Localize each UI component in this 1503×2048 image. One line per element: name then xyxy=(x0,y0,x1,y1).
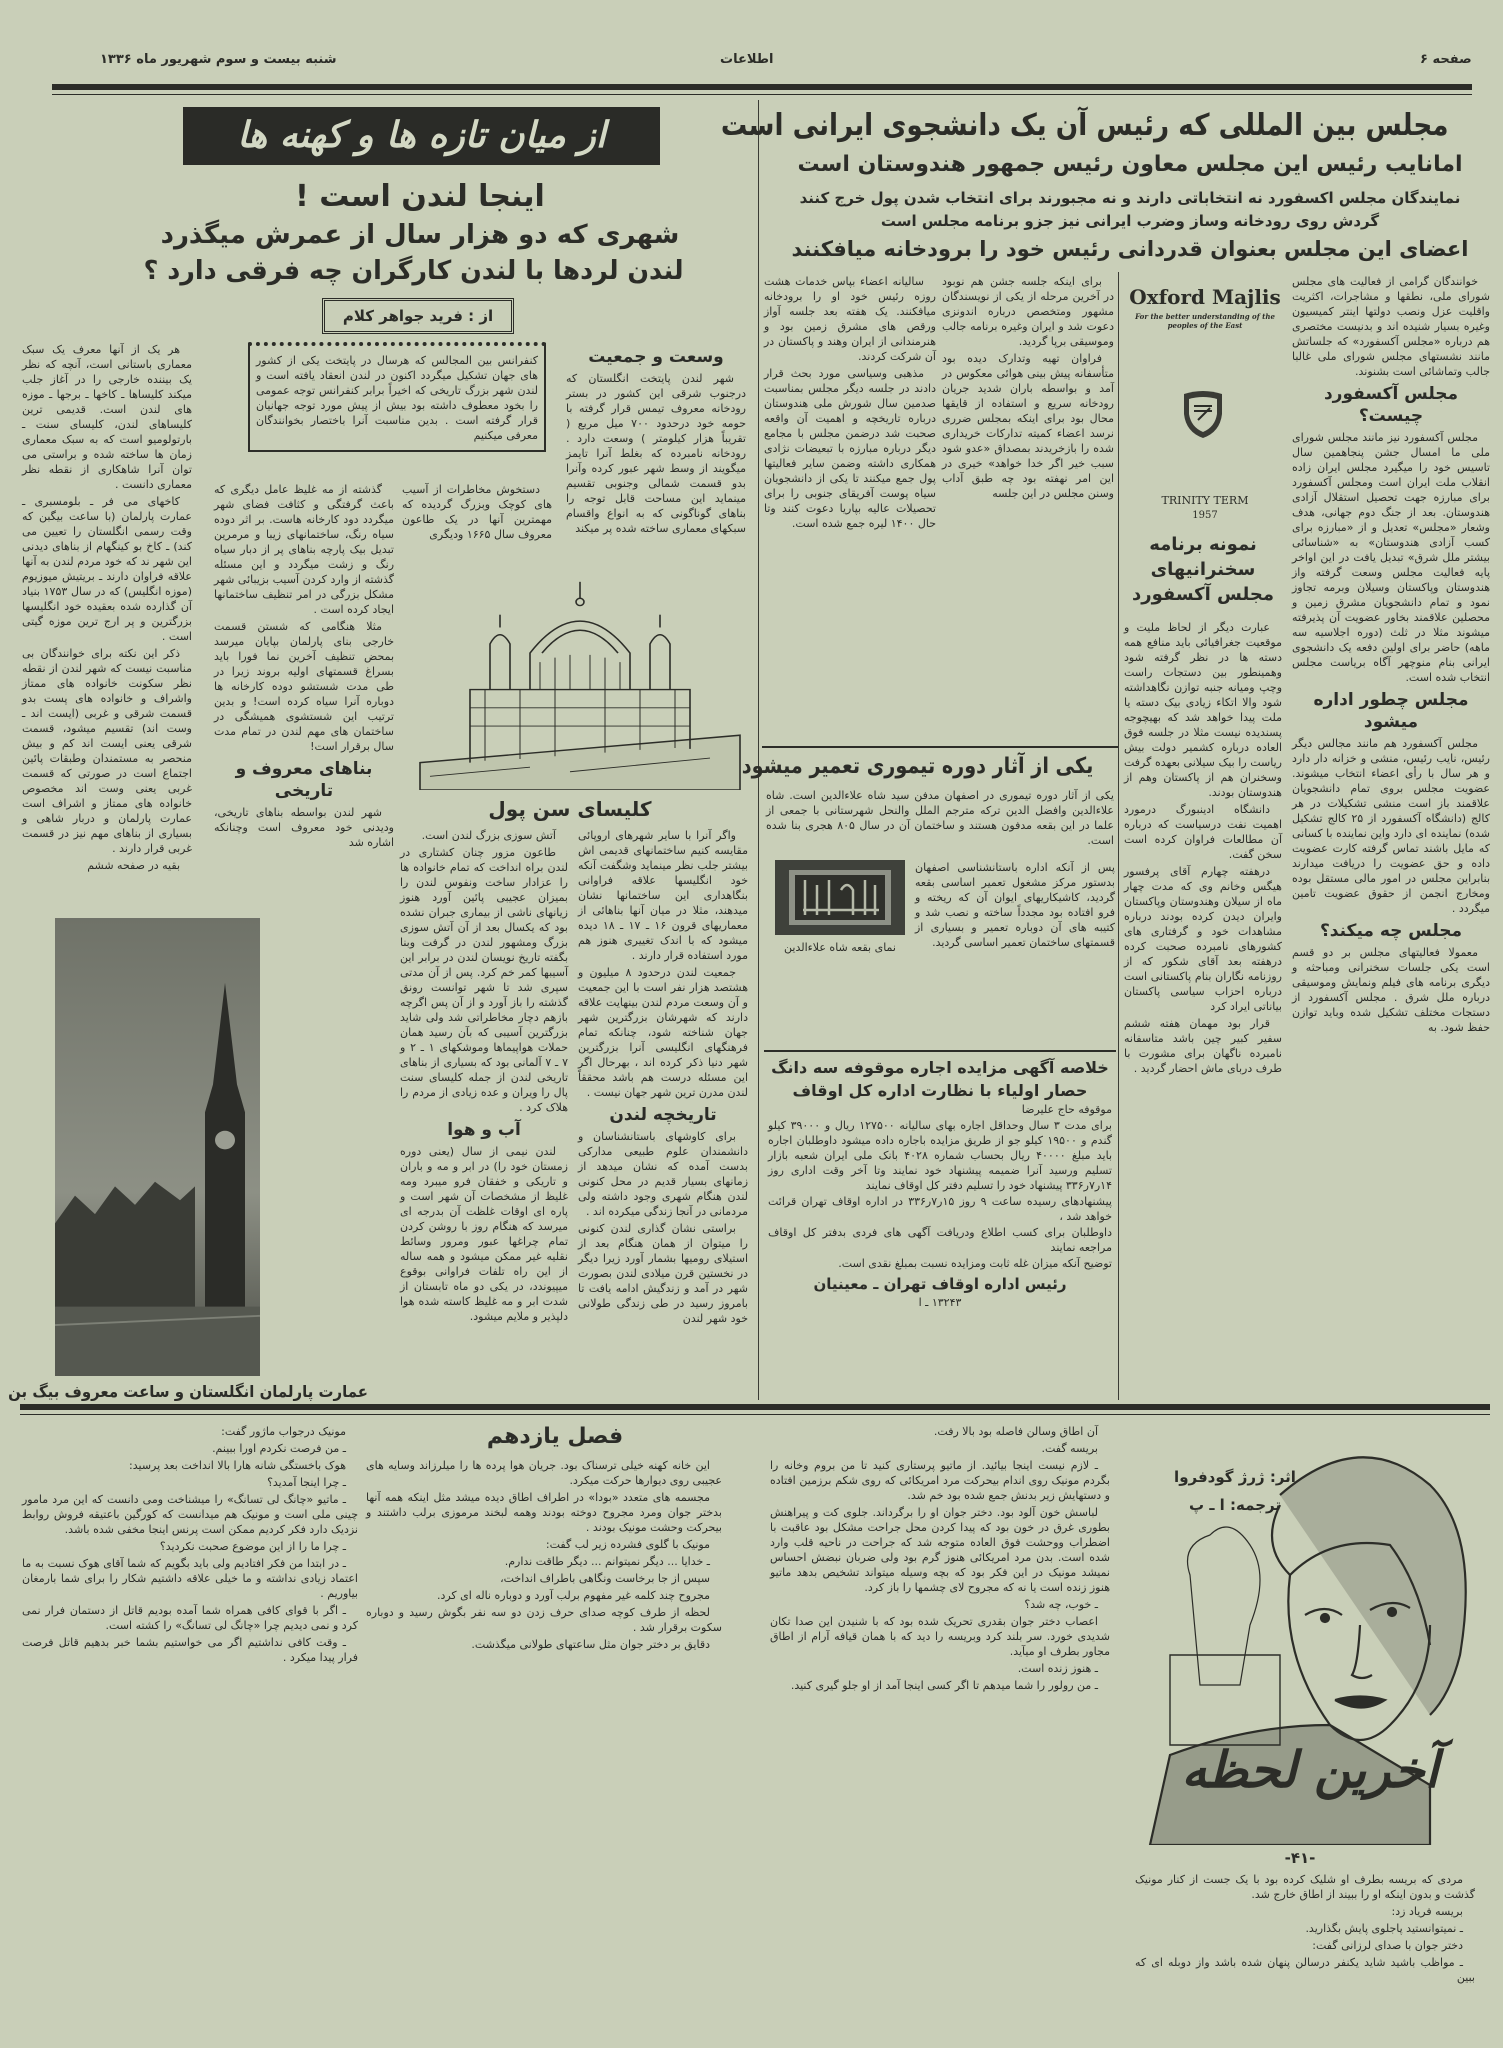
london-subtitle-2: لندن لردها با لندن کارگران چه فرقی دارد ؟ xyxy=(143,256,684,286)
paragraph: واگر آنرا با سایر شهرهای اروپائی مقایسه کنیم ساختمانهای قدیمی اش بیشتر جلب نظر مینماید وشگفت آنکه خود انگلیسها علاقه فراوانی بنگاهداری این ساختمانها نشان میدهند، مثلا در میان آنها بناهائی از معماریهای قرون ۱۶ ـ ۱۷ ـ ۱۸ دیده میشود که با اندک تغییری هنوز هم مورد استفاده قرار دارند . xyxy=(578,829,749,962)
paragraph: برای کاوشهای باستانشناسان و دانشمندان علوم طبیعی مدارکی بدست آمده که نشان میدهد از زمانهای بسیار قدیم در محل کنونی لندن هنگام شهری وجود داشته ولی مردمانی در آنجا زندگی میکرده اند . xyxy=(578,1130,748,1218)
paragraph: هر یک از آنها معرف یک سبک معماری باستانی است، آنچه که نظر یک بیننده خارجی را در آغاز جلب میکند کلیساها ـ کاخها ـ برجها ـ موزه های لندن است. قدیمی ترین کلیساهای لندن، کلیسای سنت ـ بارتولومیو است که به سبک معماری زمان ها ساخته شده و براستی می توان آنرا شاهکاری از نقطه نظر معماری دانست . xyxy=(22,343,192,491)
intro-box: کنفرانس بین المجالس که هرسال در پایتخت یکی از کشور های جهان تشکیل میگردد اکنون در لندن انعقاد یافته است و لندن شهر بزرگ تاریخی که اخیراً برابر کنفرانس توجه عمومی را بخود معطوف داشته بود بیش از پیش مورد توجه جهانیان قرار گرفته است . بدین مناسبت آنرا باختصار بخوانندگان معرفی میکنیم xyxy=(248,342,546,452)
paragraph: مردی که بریسه بطرف او شلیک کرده بود با یک جست از کنار مونیک گذشت و بدون اینکه او را ببیند از اطاق خارج شد. xyxy=(1135,1873,1475,1901)
paragraph: مجلس آکسفورد نیز مانند مجلس شورای ملی ما امسال جشن پنجاهمین سال تاسیس خود را میگیرد مجلس ایران زاده انقلاب ملت ایران است ومجلس آکسفورد برای مبارزه جهت تحصیل استقلال آزادی هندوستان. بعد از جنگ دوم جهانی، هدف وشعار «مجلس» تعدیل و از «مبارزه برای کسب آزادی هندوستان» به «شناسائی بیشتر ملل شرق» تبدیل یافت در این اواخر پایه فعالیت مجلس وسعت گرفته واز هندوستان وپاکستان وسیلان وبرمه تجاوز نمود و تمام دانشجویان مشرق زمین و محصلین علاقمند بخاور عضویت آن پذیرفته میشوند مثلا در ثلث (دوره اجلاسیه سه ماهه) حاضر برای اولین دفعه یک دانشجوی ایرانی بنام منوچهر آگاه بریاست مجلس انتخاب شده است. xyxy=(1292,431,1490,684)
paragraph: برای اینکه جلسه جشن هم نوبود در آخرین مرحله از یکی از نویسندگان مشهور ومتخصص درباره اندونزی دعوت شد و ایران وغیره برنامه جالب وموسیقی برپا گردید. xyxy=(942,275,1114,348)
london-column-b2 xyxy=(402,482,552,544)
paragraph: دختر جوان با صدای لرزانی گفت: xyxy=(1312,1939,1463,1952)
auction-endowment: موقوفه حاج علیرضا xyxy=(1021,1103,1112,1116)
paragraph: ـ چرا ما را از این موضوع صحبت نکردید؟ xyxy=(159,1540,346,1553)
oxford-deck-4: اعضای این مجلس بعنوان قدردانی رئیس خود را برودخانه میافکنند xyxy=(791,237,1469,261)
auction-title: خلاصه آگهی مزایده اجاره موقوفه سه دانگ حصار اولیاء با نظارت اداره کل اوقاف xyxy=(771,1058,1109,1100)
paragraph: لحظه از طرف کوچه صدای حرف زدن دو سه نفر بگوش رسید و دوباره سکوت برقرار شد . xyxy=(366,1606,722,1634)
paragraph: گذشته از مه غلیظ عامل دیگری که باعث گرفتگی و کثافت فضای شهر میگردد دود کارخانه هاست. بر اثر دوده سیاه رنگ، ساختمانهای زیبا و مرمرین تبدیل بیک پارچه بناهای پر از دبار سیاه رنگ و زشت میگردد و این مسئله گذشته از وارد کردن آسیب بزیبائی شهر مشکل بزرگی در امر تنظیف ساختمانها ایجاد کرده است . xyxy=(214,483,394,616)
issue-date: شنبه بیست و سوم شهریور ماه ۱۳۳۶ xyxy=(100,52,337,67)
paragraph: دستخوش مخاطرات از آسیب های کوچک وبزرگ گردیده که مهمترین آنها در یک طاعون معروف سال ۱۶۶۵ ودیگری xyxy=(402,483,552,541)
paragraph: ـ در ابتدا من فکر افتادیم ولی باید بگویم که شما آقای هوک نسبت به ما اعتماد زیادی نداشته و ما خیلی علاقه داشتیم شکار را برای شما بارمغان بیاوریم . xyxy=(22,1557,358,1600)
paragraph: سالیانه اعضاء بپاس خدمات هشت روزه رئیس خود او را برودخانه میافکنند. یک هفته بعد جلسه آواز ورقص های مشرق زمین بود و هنرمندانی از ایران وهند و پاکستان در آن شرکت کردند. xyxy=(764,275,936,363)
paragraph: مونیک درجواب ماژور گفت: xyxy=(221,1425,346,1438)
timurid-headline: یکی از آثار دوره تیموری تعمیر میشود xyxy=(741,754,1094,779)
oxford-deck-3: گردش روی رودخانه وساز وضرب ایرانی نیز جزو برنامه مجلس است xyxy=(880,212,1380,230)
column-rule xyxy=(1118,272,1119,1400)
section-heading: آب و هوا xyxy=(447,1120,521,1140)
shrine-inscription-photo xyxy=(775,860,905,935)
paragraph: ـ نمیتوانستید پاجلوی پایش بگذارید. xyxy=(1305,1922,1463,1935)
story-author: اثر: ژرژ گودفروا xyxy=(1174,1468,1296,1486)
london-column-e xyxy=(400,828,568,1326)
header-rule xyxy=(52,84,1472,90)
story-column-2 xyxy=(366,1458,722,1654)
paragraph: معمولا فعالیتهای مجلس بر دو قسم است یکی جلسات سخنرانی ومباحثه و دیگری برنامه های فیلم ونمایش وموسیقی درباره ملل شرق . مجلس آکسفورد از دستجات مختلف تشکیل شده وباید توازن حفظ شود. به xyxy=(1292,946,1490,1034)
auction-info: داوطلبان برای کسب اطلاع ودریافت آگهی های فردی بدفتر کل اوقاف مراجعه نمایند xyxy=(768,1226,1112,1254)
paragraph: مونیک با گلوی فشرده زیر لب گفت: xyxy=(545,1538,710,1551)
chapter-title: فصل یازدهم xyxy=(486,1424,624,1449)
section-heading: وسعت و جمعیت xyxy=(588,347,724,367)
paragraph: آن اطاق وسالن فاصله بود بالا رفت. xyxy=(933,1425,1098,1438)
paragraph: این خانه کهنه خیلی ترسناک بود. جریان هوا پرده ها را میلرزاند وسایه های عجیبی روی دیوارها حرکت میکرد. xyxy=(366,1459,722,1487)
section-heading: مجلس چطور اداره میشود xyxy=(1313,690,1469,732)
newspaper-name: اطلاعات xyxy=(720,52,774,67)
london-column-d xyxy=(578,828,748,1328)
paragraph: ـ چرا اینجا آمدید؟ xyxy=(267,1476,346,1489)
section-heading: مجلس چه میکند؟ xyxy=(1319,921,1463,941)
paragraph: فراوان تهیه وتدارک دیده بود متأسفانه پیش بینی هوائی معکوس در آمد و بواسطه باران شدید جریان رودخانه سریع و استفاده از قایقها محال بود برای اینکه بمجلس ضرری نرسد اعضاء کمیته تدارکات خریداری شده را بازخریدند بمصداق «عدو شود سبب خیر اگر خدا خواهد» خیری در این امر نهفته بود چه طبق آداب وسنن مجلس در این جلسه xyxy=(942,352,1114,500)
paragraph: براستی نشان گذاری لندن کنونی را میتوان از همان هنگام بعد از استیلای رومیها بشمار آورد زیرا دیگر در نخستین قرن میلادی لندن بصورت شهر در آمد و زندگیش ادامه یافت تا بامروز رسید در طی زندگی طولانی خود شهر لندن xyxy=(578,1222,748,1325)
paragraph: طاعون مزور چنان کشتاری در لندن براه انداخت که تمام خانواده ها را عزادار ساخت ونفوس لندن را بمیزان عجیبی پائین آورد هنوز زیانهای ناشی از بیماری جبران نشده بود که یکسال بعد از آن آتش سوزی بزرگ ومشهور لندن در گرفت وبنا بگفته تاریخ نویسان لندن در برابر این آسیبها کمر خم کرد. پس از آن مدتی سپری شد تا شهر توانست رونق گذشته را باز آورد و از آن پس اگرچه بازهم دچار مخاطراتی شد ولی شاید بزرگترین آسیبی که بآن رسید همان حملات هواپیماها وموشکهای ۱ ـ ۲ و ۷ ـ ۷ آلمانی بود که بسیاری از بناهای تاریخی لندن از جمله کلیسای سنت پال را ویران و عده زیادی از مردم را هلاک کرد . xyxy=(400,846,569,1114)
paragraph: ـ هنوز زنده است. xyxy=(1017,1662,1098,1675)
section-rule xyxy=(762,746,1118,748)
episode-number: -۴۱- xyxy=(1284,1849,1316,1867)
oxford-column-4 xyxy=(764,274,936,533)
paragraph: بقیه در صفحه ششم xyxy=(87,859,180,872)
byline: از : فرید جواهر کلام xyxy=(322,298,514,334)
oxford-headline: مجلس بین المللی که رئیس آن یک دانشجوی ایرانی است xyxy=(720,108,1449,143)
paragraph: قرار بود مهمان هفته ششم سفیر کبیر چین باشد متاسفانه نامبرده ناگهان برای مشورت با طرف دربای ماش احضار گردید . xyxy=(1124,1017,1282,1075)
london-column-c xyxy=(566,342,746,538)
story-translator: ترجمه: ا ـ پ xyxy=(1189,1496,1281,1514)
section-banner: از میان تازه ها و کهنه ها xyxy=(183,107,660,165)
term-label: TRINITY TERM xyxy=(1161,494,1249,507)
paragraph: مجروح چند کلمه غیر مفهوم برلب آورد و دوباره ناله ای کرد. xyxy=(436,1589,710,1602)
auction-signature: رئیس اداره اوقاف تهران ـ معینیان xyxy=(813,1275,1067,1293)
london-subtitle-1: شهری که دو هزار سال از عمرش میگذرد xyxy=(160,220,680,250)
header-rule-thin xyxy=(52,94,1472,95)
column-divider xyxy=(758,100,759,1400)
paragraph: اعصاب دختر جوان بقدری تحریک شده بود که با شنیدن این صدا تکان شدیدی خورد. سر بلند کرد وبریسه را دید که با همان قیافه آرام از اطاق مجاور بطرف او میآید. xyxy=(770,1615,1110,1658)
paragraph: خوانندگان گرامی از فعالیت های مجلس شورای ملی، نطقها و مشاجرات، اکثریت واقلیت عزل ونصب دولتها اینتر کمیسیون وغیره بسیار شنیده اند و بدنیست مختصری هم درباره «مجلس آکسفورد» که جلساتش مانند نشستهای مجلس شورای ملی غالبا جالب وتماشائی است بشنوند. xyxy=(1292,275,1490,378)
st-pauls-cathedral-illustration xyxy=(410,580,750,790)
timurid-text: یکی از آثار دوره تیموری در اصفهان مدفن سید شاه علاءالدین است. شاه علاءالدین وافضل الدین ترکه مترجم الملل والنحل شهرستانی با جمعی از علما در این بقعه مدفون هستند و ساختمان آن در سال ۸۰۵ هجری بنا شده است. xyxy=(766,789,1114,847)
paragraph: ـ ماتیو «چانگ لی تسانگ» را میشناخت ومی دانست که این مرد مامور چینی ملی است و مونیک هم میدانست که کورگین باعتیقه فروش روابط نزدیک دارد فکر کردیم ممکن است پرنس اینجا مخفی شده باشد. xyxy=(22,1493,358,1536)
oxford-column-3 xyxy=(942,274,1114,503)
photo-caption: عمارت پارلمان انگلستان و ساعت معروف بیگ بن xyxy=(8,1382,368,1401)
auction-body: برای مدت ۳ سال وحداقل اجاره بهای سالیانه ۱۲۷۵۰۰ ریال و ۳۹۰۰۰ کیلو گندم و ۱۹۵۰۰ کیلو جو از طریق مزایده باجاره داده میشود داوطلبان اجاره باید مبلغ ۴۰۰۰۰ ریال بحساب شماره ۴۰۲۸ بانک ملی ایران شعبه بازار تسلیم ورسید آنرا ضمیمه پیشنهاد خود نمایند وتا آخر وقت اداری روز ۱۴ر۷ر۳۳۶ پیشنهاد خود را تسلیم دفتر کل اوقاف نمایند xyxy=(768,1119,1113,1192)
church-caption: کلیسای سن پول xyxy=(488,797,652,821)
paragraph: دانشگاه ادینبورگ درمورد اهمیت نفت درسیاست که درباره آن مطالعات فراوان کرده است سخن گفت. xyxy=(1124,803,1282,861)
story-column-3 xyxy=(770,1424,1110,1695)
timurid-text-2: پس از آنکه اداره باستانشناسی اصفهان بدستور مرکز مشغول تعمیر اساسی بقعه گردید، کاشیکاریهای ایوان آن که ریخته و فرو افتاده بود مجدداً ساخته و نصب شد و کتیبه های آن دوباره تعمیر و بسیاری از قسمتهای ساختمان تعمیر اساسی گردید. xyxy=(915,861,1115,949)
paragraph: لندن نیمی از سال (یعنی دوره زمستان خود را) در ابر و مه و باران و تاریکی و خفقان فرو میبرد ومه غلیظ از مشخصات آن شهر است و پاره ای اوقات غلظت آن بدرجه ای میرسد که هنگام روز با روشن کردن تمام چراغها عبور ومرور وسائط نقلیه غیر ممکن میشود و همه ساله از این راه تلفات فراوانی بوقوع میپیوندد، در یکی دو ماه تابستان از شدت ابر و مه غلیظ کاسته شده هوا دلپذیر و ملایم میشود. xyxy=(400,1145,568,1323)
section-heading: بناهای معروف و تاریخی xyxy=(235,759,373,801)
paragraph: دقایق بر دختر جوان مثل ساعتهای طولانی میگذشت. xyxy=(471,1638,710,1651)
section-heading: تاریخچه لندن xyxy=(609,1105,717,1125)
shield-crest-icon xyxy=(1180,390,1226,440)
auction-code: ۱۳۲۴۳ ـ ا xyxy=(918,1296,962,1309)
section-rule-bottom-thin xyxy=(20,1414,1490,1415)
story-title: آخرین لحظه xyxy=(1181,1741,1439,1799)
oxford-column-1 xyxy=(1292,274,1490,1037)
paragraph: ذکر این نکته برای خوانندگان بی مناسبت نیست که شهر لندن از نقطه نظر سکونت خانواده های ممتاز واشراف و خانواده های پست بدو قسمت شرقی و غربی (ایست اند ـ وست اند) تقسیم میشود، قسمت شرقی یعنی ایست اند کم و بیش منحصر به مستمندان وطبقات پائین اجتماع است در صورتی که قسمت غربی یعنی وست اند مخصوص خانواده های ممتاز و اشراف است عمارت پارلمان و دربار شاهی و بسیاری از بناهای مهم نیز در قسمت غربی قرار دارند . xyxy=(22,647,192,855)
section-heading: مجلس آکسفورد چیست؟ xyxy=(1323,384,1459,426)
paragraph: مجسمه های متعدد «بودا» در اطراف اطاق دیده میشد مثل اینکه همه آنها بدختر جوان ومرد مجروح دوخته بودند وهمه لبخند مرموزی برلب داشتند و بیحرکت وحشت مونیک بودند . xyxy=(366,1491,722,1534)
oxford-deck-2: نمایندگان مجلس اکسفورد نه انتخاباتی دارند و نه مجبورند برای انتخاب شدن پول خرج کنند xyxy=(799,189,1461,207)
paragraph: شهر لندن بواسطه بناهای تاریخی، ودیدنی خود معروف است وچنانکه اشاره شد xyxy=(214,806,394,849)
paragraph: سپس از جا برخاست ونگاهی باطراف انداخت، xyxy=(500,1572,710,1585)
paragraph: آتش سوزی بزرگ لندن است. xyxy=(421,829,556,842)
shrine-caption: نمای بقعه شاه علاءالدین xyxy=(784,941,896,954)
paragraph: ـ خدایا ... دیگر نمیتوانم ... دیگر طاقت ندارم. xyxy=(504,1555,710,1568)
page-number: صفحه ۶ xyxy=(1420,52,1472,67)
auction-note: توضیح آنکه میزان غله ثابت ومزایده نسبت بمبلغ نقدی است. xyxy=(838,1257,1112,1270)
paragraph: هوک باخستگی شانه هارا بالا انداخت بعد پرسید: xyxy=(129,1459,346,1472)
paragraph: شهر لندن پایتخت انگلستان که درجنوب شرقی این کشور در بستر رودخانه معروف تیمس قرار گرفته با حومه خود درحدود ۷۰۰ میل مربع ( تقریباً هزار کیلومتر ) وسعت دارد . رودخانه نامبرده که بغلط آنرا تایمز میگویند از وسط شهر عبور کرده وآنرا بدو قسمت شمالی وجنوبی تقسیم مینماید این مساحت قابل توجه را بناهای گوناگونی که به انواع واقسام سبکهای معماری ساخته شده پر میکند xyxy=(566,372,747,535)
paragraph: جمعیت لندن درحدود ۸ میلیون و هشتصد هزار نفر است با این جمعیت و آن وسعت مردم لندن بینهایت علاقه دارند که شهرشان بزرگترین شهر جهان شناخته شود، چنانکه تمام فرهنگهای انگلیسی آنرا بزرگترین شهر دنیا ذکر کرده اند ، بهرحال اگر این مسئله درست هم باشد محققاً لندن مدرن ترین شهر جهان نیست . xyxy=(578,966,748,1099)
auction-notice xyxy=(764,1050,1116,1316)
oxford-column-2 xyxy=(1124,620,1282,1078)
paragraph: ـ وقت کافی نداشتیم اگر می خواستیم بشما خبر بدهیم قاتل فرصت فرار پیدا میکرد . xyxy=(22,1636,358,1664)
london-column-a xyxy=(22,342,192,875)
paragraph: ـ خوب، چه شد؟ xyxy=(1024,1598,1098,1611)
story-column-1 xyxy=(22,1424,358,1667)
parliament-big-ben-photo xyxy=(55,918,260,1376)
paragraph: بریسه فریاد زد: xyxy=(1391,1905,1463,1918)
paragraph: کاخهای می فر ـ بلومسبری ـ عمارت پارلمان (با ساعت بیگبن که وقت رسمی انگلستان را تعیین می کند) ـ کاخ بو کینگهام از بناهای دیدنی این شهر ند که خود مردم لندن به آنها علاقه فراوان دارند ـ بریتیش میوزیوم (موزه انگلیس) که در سال ۱۷۵۳ بنیاد آن گذارده شده بعقیده خود انگلیسها بزرگترین و پر ارج ترین موزه گیتی است . xyxy=(22,495,192,643)
term-year: 1957 xyxy=(1192,510,1218,521)
auction-opening: پیشنهادهای رسیده ساعت ۹ روز ۱۵ر۷ر۳۳۶ در اداره اوقاف تهران قرائت خواهد شد ، xyxy=(768,1195,1112,1223)
london-title: اینجا لندن است ! xyxy=(295,179,545,214)
oxford-majlis-tagline: For the better understanding of the peoples of the East xyxy=(1135,312,1275,330)
paragraph: مجلس آکسفورد هم مانند مجالس دیگر رئیس، نایب رئیس، منشی و خزانه دار دارد و هر سال با رأی اعضاء انتخاب میشوند. عضویت مجلس بروی تمام دانشجویان علاقمند باز است منشی تشکیلات در هر کالج (دانشگاه آکسفورد از ۲۵ کالج تشکیل شده) نماینده ای دارد واین نماینده با کسانی که مایل باشند تماس گرفته کارت عضویت داده و حق عضویت را دریافت میدارند بنابراین مجلس در امور مالی مستقل بوده ومخارج انجمن از حقوق عضویت تامین میگردد . xyxy=(1292,737,1490,915)
paragraph: مذهبی وسیاسی مورد بحث قرار دادند در جلسه دیگر مجلس بمناسبت صدمین سال شورش ملی هندوستان درباره تاریخچه و اهمیت آن واقعه صحبت شد درضمن مجلس با مجامع دیگر درباره مبارزه با تبعیضات نژادی همکاری داشته وضمن سایر فعالیتها پول جمع میکنند تا یکی از دانشجویان سیاه پوست آفریقای جنوبی را برای تحصیلات عالیه بپاریا دعوت کنند وتا حال ۱۴۰۰ لیره جمع شده است. xyxy=(764,367,936,530)
paragraph: بریسه گفت. xyxy=(1041,1442,1098,1455)
paragraph: درهفته چهارم آقای پرفسور هیگس وخانم وی که مدت چهار ماه از سیلان وهندوستان وپاکستان وایران دیدن کرده بودند درباره مشاهدات خود و گرفتاری های کشورهای نامبرده صحبت کرده درهفته بعد آقای شکور که از روزنامه نگاران بنام پاکستانی است درباره احزاب سیاسی پاکستان بیاناتی ایراد کرد xyxy=(1124,865,1282,1013)
paragraph: ـ من فرصت نکردم اورا ببینم. xyxy=(212,1442,346,1455)
paragraph: لباسش خون آلود بود. دختر جوان او را برگرداند. جلوی کت و پیراهنش بطوری غرق در خون بود که پیدا کردن محل جراحت مشکل بود عاقبت با اضطراب ووحشت فوق العاده متوجه شد که جراحت در ناحیه قلب وارد شده است. بدن مرد امریکائی هنوز گرم بود ولی ضربان نبضش احساس نمیشد مونیک در این فکر بود که بچه وسیله میتواند تشخیص بدهد ماتیو هنوز زنده است یا نه که مجروح لای چشمها را باز کرد. xyxy=(770,1506,1110,1594)
paragraph: عبارت دیگر از لحاظ ملیت و موقعیت جغرافیائی باید منافع همه دسته ها در نظر گرفته شود وهمینطور بین دستجات راست وچپ ومیانه جنبه توازن نگاهداشته شود والا اتکاء زیادی بیک دسته یا ملت پیدا خواهد شد که بهیچوجه پسندیده نیست مثلا در جلسه فوق العاده درباره کشمیر دولت بیش ریاست را بیک سیلانی بعهده گرفت وسخنران هم از پاکستان وهم از هندوستان بودند. xyxy=(1124,621,1282,799)
paragraph: مثلا هنگامی که شستن قسمت خارجی بنای پارلمان بپایان میرسد بمحض تنظیف آخرین نما فورا باید بسراغ قسمتهای اولیه بروند زیرا در طی مدت شستشو دوده کارخانه ها دوباره آنرا سیاه کرده است! و بدین ترتیب این شستشوی همیشگی در ساختمان های مهم لندن در تمام مدت سال برقرار است! xyxy=(214,620,394,753)
paragraph: ـ اگر با قوای کافی همراه شما آمده بودیم قاتل از دستمان فرار نمی کرد و نمی دیدیم چرا «چانگ لی تسانگ» را کشته است. xyxy=(22,1604,358,1632)
program-heading: نمونه برنامه سخنرانیهای مجلس آکسفورد xyxy=(1132,534,1274,605)
story-bottom-text xyxy=(1135,1872,1475,1987)
london-column-b xyxy=(214,482,394,852)
paragraph: ـ لازم نیست اینجا بیائید. از ماتیو پرستاری کنید تا من بروم وخانه را بگردم مونیک روی اندام بیحرکت مرد امریکائی که روی شکم برزمین افتاده و دستهایش زیر بدنش جمع شده بود خم شد. xyxy=(770,1459,1110,1502)
oxford-majlis-logo-title: Oxford Majlis xyxy=(1129,285,1281,309)
paragraph: ـ مواظب باشید شاید یکنفر درسالن پنهان شده باشد واز دوبله ای که ببین xyxy=(1135,1956,1475,1984)
oxford-deck-1: امانایب رئیس این مجلس معاون رئیس جمهور هندوستان است xyxy=(797,152,1463,177)
paragraph: ـ من رولور را شما میدهم تا اگر کسی اینجا آمد از او جلو گیری کنید. xyxy=(790,1679,1098,1692)
section-rule-bottom xyxy=(20,1404,1490,1410)
